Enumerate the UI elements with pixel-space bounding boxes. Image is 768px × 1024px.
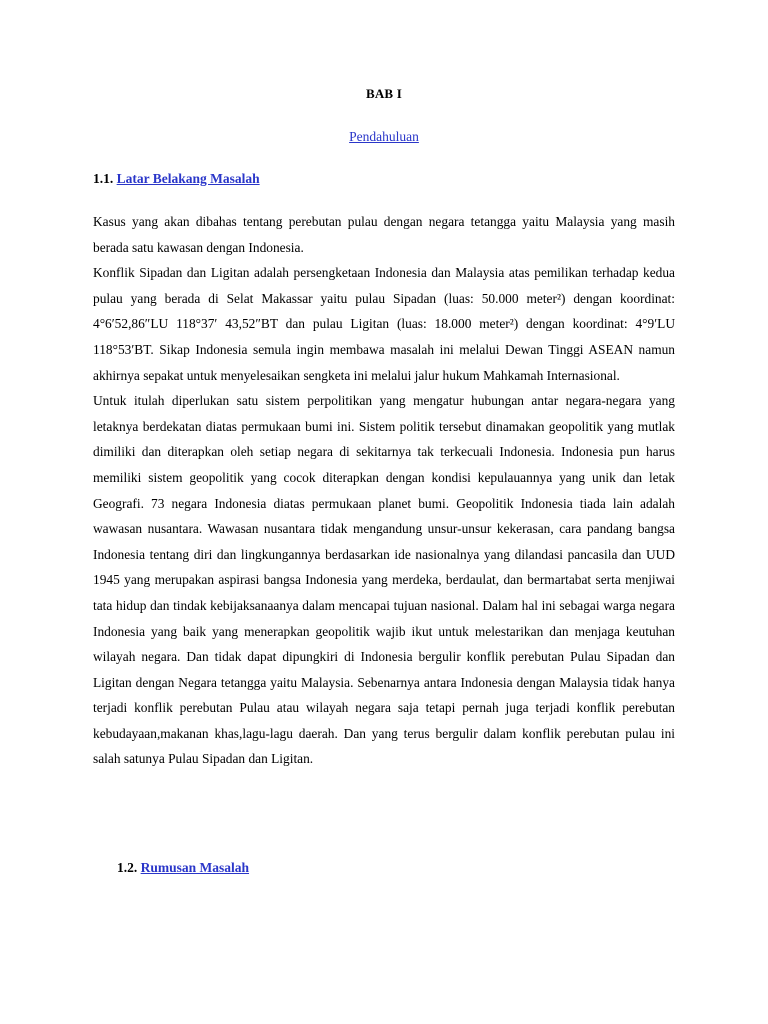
chapter-subtitle (0, 129, 768, 145)
section-number: 1.2. (117, 860, 138, 875)
paragraph: Untuk itulah diperlukan satu sistem perpolitikan yang mengatur hubungan antar negara-negara yang letaknya berdekatan diatas permukaan bumi ini. Sistem politik tersebut dinamakan geopolitik yang mutlak dimiliki dan diterapkan oleh setiap negara di sekitarnya tak terkecuali Indonesia. Indonesia pun harus memiliki sistem geopolitik yang cocok diterapkan dengan kondisi kepulauannya yang unik dan letak Geografi. 73 negara Indonesia diatas permukaan planet bumi. Geopolitik Indonesia tiada lain adalah wawasan nusantara. Wawasan nusantara tidak mengandung unsur-unsur kekerasan, cara pandang bangsa Indonesia tentang diri dan lingkungannya berdasarkan ide nasionalnya yang dilandasi pancasila dan UUD 1945 yang merupakan aspirasi bangsa Indonesia yang merdeka, berdaulat, dan bermartabat serta menjiwai tata hidup dan tindak kebijaksanaanya dalam mencapai tujuan nasional. Dalam hal ini sebagai warga negara Indonesia yang baik yang menerapkan geopolitik wajib ikut untuk melestarikan dan menjaga keutuhan wilayah negara. Dan tidak dapat dipungkiri di Indonesia bergulir konflik perebutan Pulau Sipadan dan Ligitan dengan Negara tetangga yaitu Malaysia. Sebenarnya antara Indonesia dengan Malaysia tidak hanya terjadi konflik perebutan Pulau atau wilayah negara saja tetapi pernah juga terjadi konflik perebutan kebudayaan,makanan khas,lagu-lagu daerah. Dan yang terus bergulir dalam konflik perebutan pulau ini salah satunya Pulau Sipadan dan Ligitan. (93, 393, 675, 767)
section-body (93, 209, 675, 772)
paragraph: Kasus yang akan dibahas tentang perebutan pulau dengan negara tetangga yaitu Malaysia yang masih berada satu kawasan dengan Indonesia. (93, 214, 675, 255)
section-number: 1.1. (93, 171, 114, 186)
paragraph: Konflik Sipadan dan Ligitan adalah persengketaan Indonesia dan Malaysia atas pemilikan terhadap kedua pulau yang berada di Selat Makassar yaitu pulau Sipadan (luas: 50.000 meter²) dengan koordinat: 4°6′52,86″LU 118°37′ 43,52″BT dan pulau Ligitan (luas: 18.000 meter²) dengan koordinat: 4°9′LU 118°53′BT. Sikap Indonesia semula ingin membawa masalah ini melalui Dewan Tinggi ASEAN namun akhirnya sepakat untuk menyelesaikan sengketa ini melalui jalur hukum Mahkamah Internasional. (93, 265, 675, 383)
section-title-link[interactable]: Latar Belakang Masalah (116, 171, 260, 186)
section-heading-1-1 (93, 171, 260, 187)
chapter-subtitle-link[interactable]: Pendahuluan (349, 129, 419, 144)
section-heading-1-2 (117, 860, 249, 876)
chapter-title: BAB I (365, 86, 403, 101)
section-title-link[interactable]: Rumusan Masalah (140, 860, 250, 875)
